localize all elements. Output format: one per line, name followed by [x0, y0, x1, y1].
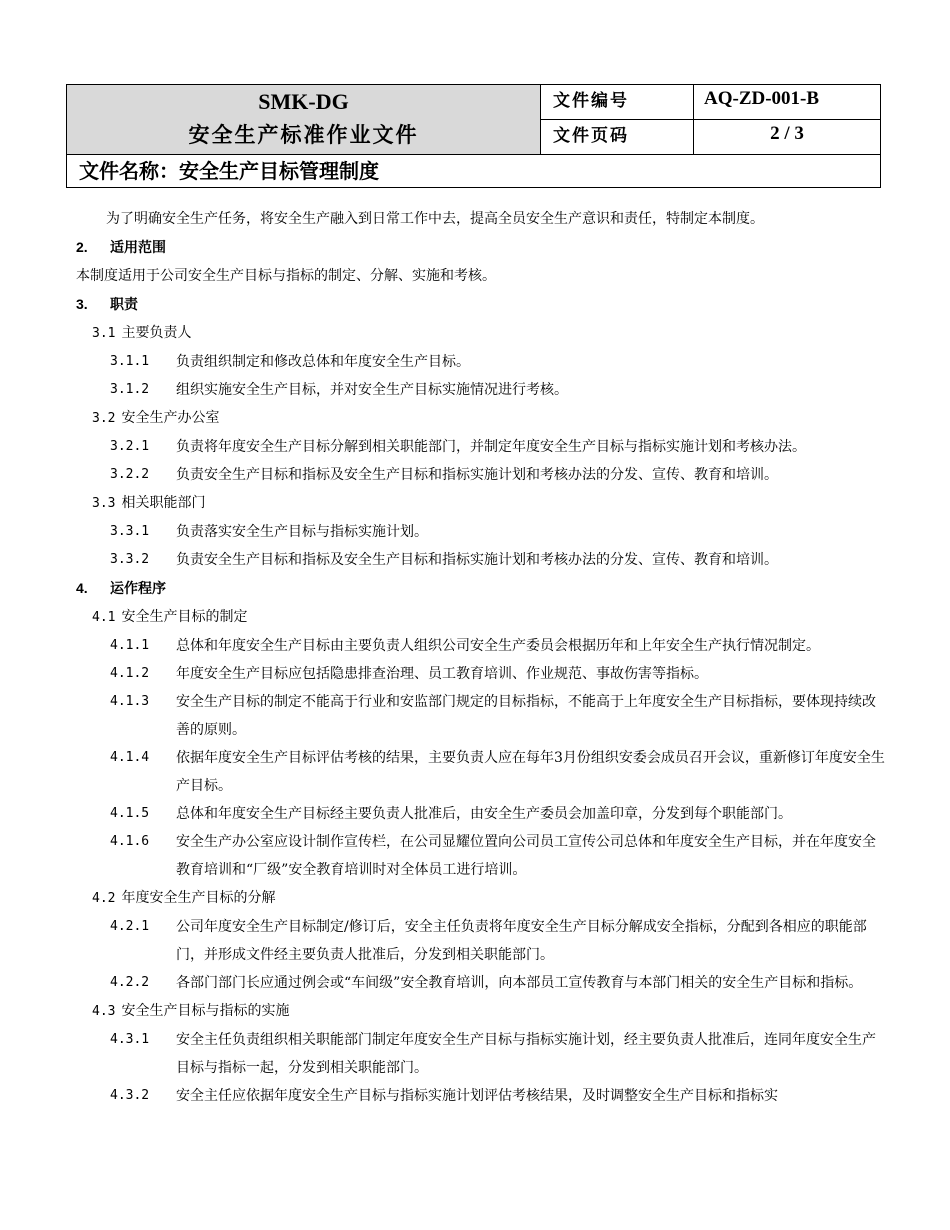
- clause-number: 3.3.1: [110, 524, 150, 539]
- section-number: 4.: [76, 580, 88, 596]
- clause-text: 安全主任负责组织相关职能部门制定年度安全生产目标与指标实施计划，经主要负责人批准后，连同年度安全生产目标与指标一起，分发到相关职能部门。: [176, 1032, 876, 1076]
- clause-text: 负责将年度安全生产目标分解到相关职能部门，并制定年度安全生产目标与指标实施计划和考核办法。: [176, 439, 806, 455]
- doc-number-value: AQ-ZD-001-B: [694, 85, 880, 120]
- header-title-cell: [67, 85, 541, 155]
- clause-text: 负责安全生产目标和指标及安全生产目标和指标实施计划和考核办法的分发、宣传、教育和培训。: [176, 467, 778, 483]
- section-heading: [76, 290, 886, 319]
- clause-number: 4.1.2: [110, 666, 150, 681]
- clause-number: 4.1.6: [110, 834, 150, 849]
- clause-number: 4.1.5: [110, 806, 150, 821]
- section-heading: [76, 574, 886, 603]
- clause-text: 安全生产办公室应设计制作宣传栏，在公司显耀位置向公司员工宣传公司总体和年度安全生产目标，并在年度安全教育培训和“厂级”安全教育培训时对全体员工进行培训。: [176, 834, 876, 878]
- subsection-heading: [76, 319, 886, 348]
- clause-text: 负责落实安全生产目标与指标实施计划。: [176, 524, 428, 540]
- section-title: 适用范围: [110, 240, 166, 256]
- clause-item: [76, 632, 886, 660]
- clause-number: 3.2.1: [110, 439, 150, 454]
- subsection-number: 3.3: [92, 496, 116, 511]
- clause-text: 组织实施安全生产目标，并对安全生产目标实施情况进行考核。: [176, 382, 568, 398]
- clause-text: 负责组织制定和修改总体和年度安全生产目标。: [176, 354, 470, 370]
- clause-number: 3.2.2: [110, 467, 150, 482]
- clause-item: [76, 433, 886, 461]
- subsection-heading: [76, 884, 886, 913]
- subsection-number: 4.1: [92, 610, 116, 625]
- section-number: 3.: [76, 296, 88, 312]
- clause-number: 4.3.1: [110, 1032, 150, 1047]
- page-number-label: 文件页码: [541, 120, 694, 155]
- doc-number-label: 文件编号: [541, 85, 694, 120]
- clause-number: 4.1.1: [110, 638, 150, 653]
- subsection-number: 4.3: [92, 1004, 116, 1019]
- subsection-title: 主要负责人: [121, 325, 192, 341]
- clause-text: 依据年度安全生产目标评估考核的结果，主要负责人应在每年3月份组织安委会成员召开会议，重新修订年度安全生产目标。: [176, 750, 885, 794]
- subsection-number: 3.1: [92, 326, 116, 341]
- clause-number: 3.1.1: [110, 354, 150, 369]
- section-heading: [76, 233, 886, 262]
- subsection-heading: [76, 603, 886, 632]
- page-number-value: 2 / 3: [694, 120, 880, 155]
- subsection-title: 安全生产办公室: [121, 410, 220, 426]
- clause-number: 3.3.2: [110, 552, 150, 567]
- section-paragraph: 本制度适用于公司安全生产目标与指标的制定、分解、实施和考核。: [76, 268, 496, 284]
- clause-item: [76, 828, 886, 884]
- document-body: [76, 205, 886, 1110]
- clause-item: [76, 546, 886, 574]
- subsection-title: 安全生产目标与指标的实施: [121, 1003, 290, 1019]
- document-header-table: [66, 84, 881, 188]
- clause-number: 4.2.1: [110, 919, 150, 934]
- intro-paragraph: 为了明确安全生产任务，将安全生产融入到日常工作中去，提高全员安全生产意识和责任，特制定本制度。: [106, 211, 764, 227]
- company-code: SMK-DG: [258, 89, 349, 114]
- clause-text: 总体和年度安全生产目标由主要负责人组织公司安全生产委员会根据历年和上年安全生产执行情况制定。: [176, 638, 820, 654]
- clause-item: [76, 660, 886, 688]
- subsection-heading: [76, 489, 886, 518]
- clause-text: 年度安全生产目标应包括隐患排查治理、员工教育培训、作业规范、事故伤害等指标。: [176, 666, 708, 682]
- clause-text: 负责安全生产目标和指标及安全生产目标和指标实施计划和考核办法的分发、宣传、教育和培训。: [176, 552, 778, 568]
- clause-text: 总体和年度安全生产目标经主要负责人批准后，由安全生产委员会加盖印章，分发到每个职能部门。: [176, 806, 792, 822]
- clause-text: 安全生产目标的制定不能高于行业和安监部门规定的目标指标，不能高于上年度安全生产目标指标，要体现持续改善的原则。: [176, 694, 876, 738]
- subsection-heading: [76, 404, 886, 433]
- clause-item: [76, 1026, 886, 1082]
- clause-item: [76, 744, 886, 800]
- subsection-title: 相关职能部门: [121, 495, 206, 511]
- clause-item: [76, 913, 886, 969]
- clause-number: 3.1.2: [110, 382, 150, 397]
- clause-item: [76, 800, 886, 828]
- clause-number: 4.3.2: [110, 1088, 150, 1103]
- subsection-heading: [76, 997, 886, 1026]
- section-title: 职责: [110, 297, 138, 313]
- subsection-number: 4.2: [92, 891, 116, 906]
- clause-item: [76, 1082, 886, 1110]
- clause-number: 4.1.3: [110, 694, 150, 709]
- clause-item: [76, 518, 886, 546]
- section-title: 运作程序: [110, 581, 166, 597]
- document-name: 文件名称：安全生产目标管理制度: [79, 159, 379, 183]
- section-number: 2.: [76, 239, 88, 255]
- clause-item: [76, 461, 886, 489]
- subsection-number: 3.2: [92, 411, 116, 426]
- clause-item: [76, 969, 886, 997]
- clause-item: [76, 688, 886, 744]
- clause-number: 4.2.2: [110, 975, 150, 990]
- clause-text: 各部门部门长应通过例会或“车间级”安全教育培训，向本部员工宣传教育与本部门相关的安全生产目标和指标。: [176, 975, 863, 991]
- clause-text: 公司年度安全生产目标制定/修订后，安全主任负责将年度安全生产目标分解成安全指标，分配到各相应的职能部门，并形成文件经主要负责人批准后，分发到相关职能部门。: [176, 919, 867, 963]
- clause-item: [76, 376, 886, 404]
- subsection-title: 年度安全生产目标的分解: [121, 890, 276, 906]
- document-type: 安全生产标准作业文件: [188, 122, 419, 147]
- clause-text: 安全主任应依据年度安全生产目标与指标实施计划评估考核结果，及时调整安全生产目标和指标实: [176, 1088, 778, 1104]
- clause-number: 4.1.4: [110, 750, 150, 765]
- clause-item: [76, 348, 886, 376]
- subsection-title: 安全生产目标的制定: [121, 609, 248, 625]
